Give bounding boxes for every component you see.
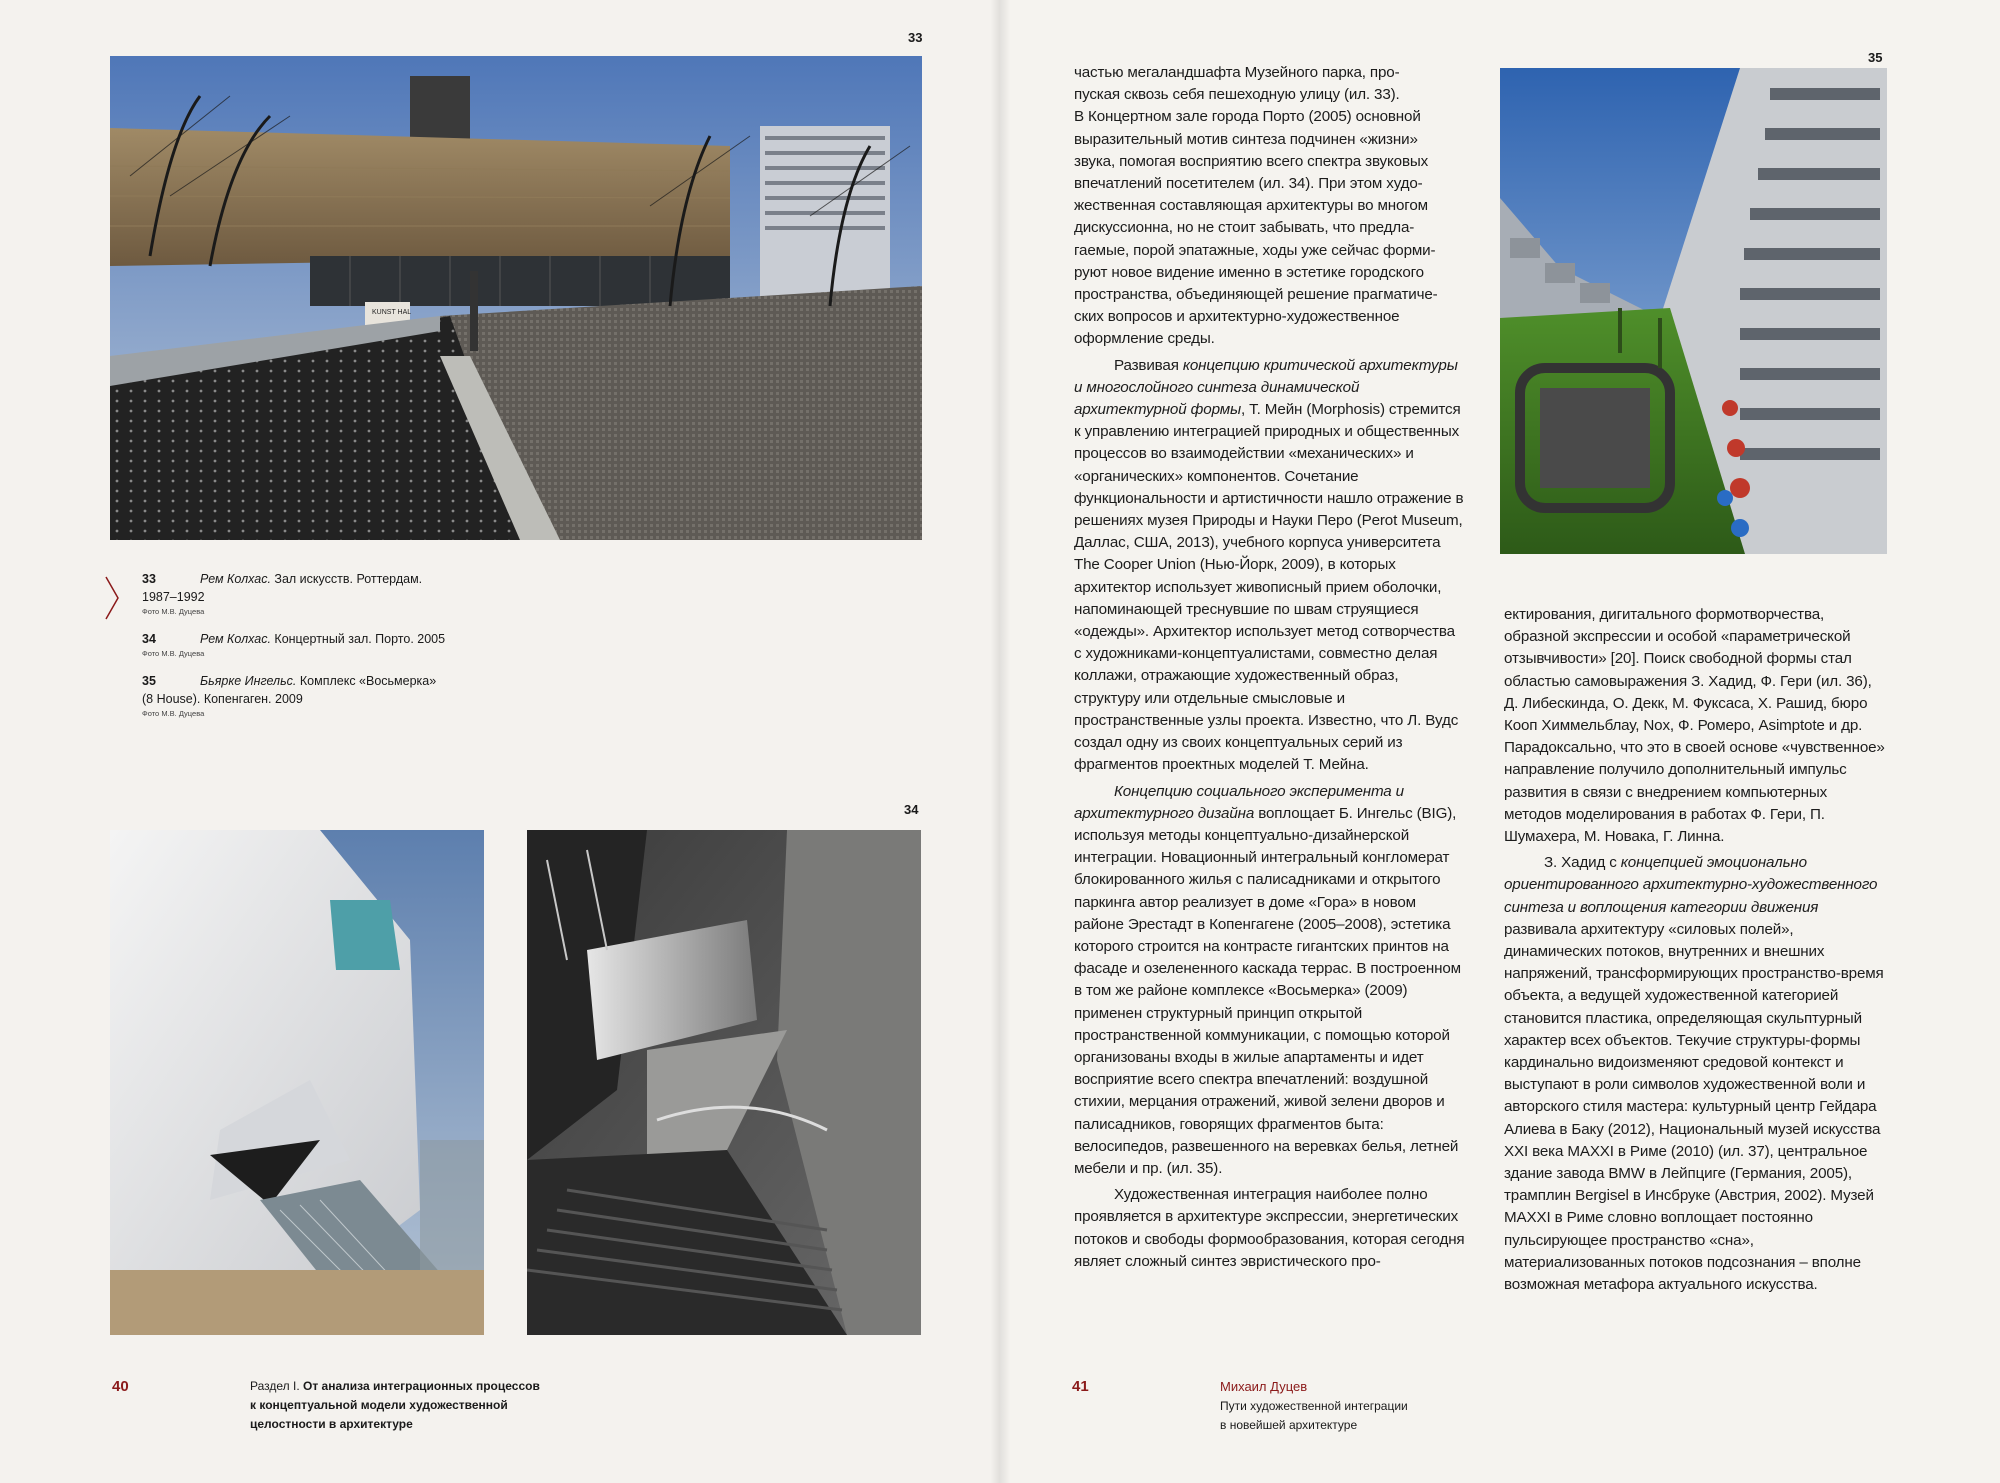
footer-section: Раздел I. [250,1379,300,1393]
caption-34 [142,630,472,660]
book-gutter [990,0,1010,1483]
caption-author: Рем Колхас. [200,572,271,586]
text-span: , Т. Мейн (Morphosis) стремится к управлению интеграцией природных и общественных процессов во взаимодействии «механических» и «органических» компонентов. Сочетание функциональности и артистичности нашло отражение в решениях музея Природы и Науки Перо (Perot Museum, Даллас, США, 2013), учебного корпуса университета The Cooper Union (Нью-Йорк, 2009), в которых архитектор использует живописный прием оболочки, напоминающей треснувшие по швам струящиеся «одежды». Архитектор использует метод сотворчества с художниками-концептуалистами, совместно делая коллажи, отражающие художественный образ, структуру или отдельные смысловые и пространственные узлы проекта. Известно, что Л. Вудс создал одну из своих концептуальных серий из фрагментов проектных моделей Т. Мейна. [1074,401,1464,774]
caption-35 [142,672,472,720]
photo-casa-da-musica-exterior [110,830,484,1335]
text-span: развивала архитектуру «силовых полей», динамических потоков, внутренних и внешних напряжений, трансформирующих пространство-время объекта, а ведущей художественной категорией становится пластика, определяющая скульптурный характер всех объектов. Текучие структуры-формы кардинально видоизменяют средовой контекст и выступают в роли символов художественной воли и авторского стиля мастера: культурный центр Гейдара Алиева в Баку (2012), Национальный музей искусства XXI века MAXXI в Риме (2010) (ил. 37), центральное здание завода BMW в Лейпциге (Германия, 2005), трамплин Bergisel в Инсбруке (Австрия, 2002). Музей MAXXI в Риме словно воплощает постоянно пульсирующее пространство «сна», материализованных потоков подсознания – вполне возможная метафора актуального искусства. [1504,920,1884,1294]
col2-para2 [1504,852,1888,1296]
col1-para3 [1074,781,1466,1181]
page-number-left: 40 [112,1378,129,1395]
running-footer-left [250,1377,540,1434]
caption-33 [142,570,472,618]
col1-para2 [1074,355,1466,777]
caption-text-line2: (8 House). Копенгаген. 2009 [142,692,303,706]
caption-credit: Фото М.В. Дуцева [142,649,205,658]
text-line: ских вопросов и архитектурно-художественное [1074,308,1400,326]
text-line: дискуссионна, но не стоит забывать, что предла- [1074,219,1415,237]
text-column-2 [1504,604,1888,1296]
photo-kunsthal-rotterdam [110,56,922,540]
caption-text: Зал искусств. Роттердам. [270,572,423,586]
chevron-right-icon [104,575,120,621]
figure-number-34: 34 [904,802,919,817]
photo-casa-da-musica-interior [527,830,921,1335]
text-span: Развивая [1114,356,1183,374]
page-number-right: 41 [1072,1378,1089,1395]
kunsthal-sign-text: KUNST HAL [372,309,412,316]
text-span: З. Хадид с [1544,854,1621,872]
caption-credit: Фото М.В. Дуцева [142,607,205,616]
text-italic: концепцией эмоционально ориентированного архитектурно-художественного синтеза и воплощения категории движения [1504,854,1878,916]
footer-title-line2: к концептуальной модели художественной [250,1398,508,1412]
text-line: пуская сквозь себя пешеходную улицу (ил. 33). [1074,86,1400,104]
footer-title-line1: Пути художественной интеграции [1220,1399,1408,1413]
text-line: выразительный мотив синтеза подчинен «жизни» [1074,130,1418,148]
caption-text-line2: 1987–1992 [142,590,205,604]
footer-title-line2: в новейшей архитектуре [1220,1418,1358,1432]
col2-para1: ектирования, дигитального формотворчества, образной экспрессии и особой «параметрической отзывчивости» [20]. Поиск свободной формы стал областью самовыражения З. Хадид, Ф. Гери (ил. 36), Д. Либескинда, О. Декк, М. Фуксаса, Х. Рашид, бюро Кооп Химмельблау, Nox, Ф. Ромеро, Asimptote и др. Парадоксально, что это в своей основе «чувственное» направление получило дополнительный импульс развития в связи с внедрением компьютерных методов моделирования в работах Ф. Гери, П. Шумахера, М. Новака, Г. Линна. [1504,606,1885,846]
caption-list [142,570,472,732]
caption-text: Комплекс «Восьмерка» [296,674,437,688]
caption-text: Концертный зал. Порто. 2005 [270,632,446,646]
photo-8-house-copenhagen [1500,68,1887,554]
text-italic: концепцию критической архитектуры и многослойного синтеза динамической архитектурной формы [1074,356,1458,419]
footer-title-line3: целостности в архитектуре [250,1417,413,1431]
figure-number-35: 35 [1868,50,1883,65]
col1-para4: Художественная интеграция наиболее полно проявляется в архитектуре экспрессии, энергетических потоков и свободы формообразования, которая сегодня являет сложный синтез эвристического про- [1074,1186,1465,1270]
text-line: гаемые, порой эпатажные, ходы уже сейчас форми- [1074,241,1436,259]
caption-number: 35 [142,674,156,688]
text-span: воплощает Б. Ингельс (BIG), используя методы концептуально-дизайнерской интеграции. Новационный интегральный конгломерат блокированного жилья с палисадниками и открытого паркинга автор реализует в доме «Гора» в новом районе Эрестадт в Копенгагене (2005–2008), эстетика которого строится на контрасте гигантских принтов на фасаде и озелененного каскада террас. В построенном в том же районе комплексе «Восьмерка» (2009) применен структурный принцип открытой пространственной коммуникации, с помощью которой организованы входы в жилые апартаменты и идет восприятие всего спектра впечатлений: воздушной стихии, мерцания отражений, живой зелени дворов и палисадников, говорящих фрагментов быта: велосипедов, развешенного на веревках белья, летней мебели и пр. (ил. 35). [1074,804,1461,1177]
text-line: жественная составляющая архитектуры во многом [1074,197,1428,215]
caption-author: Рем Колхас. [200,632,271,646]
text-line: руют новое видение именно в эстетике городского [1074,263,1424,281]
col1-para1 [1074,62,1466,351]
text-column-1 [1074,62,1466,1273]
text-line: В Концертном зале города Порто (2005) основной [1074,108,1421,126]
text-italic: Концепцию социального эксперимента и архитектурного дизайна [1074,782,1404,822]
text-line: впечатлений посетителем (ил. 34). При этом худо- [1074,175,1423,193]
caption-number: 33 [142,572,156,586]
text-line: пространства, объединяющей решение прагматиче- [1074,286,1438,304]
text-line: частью мегаландшафта Музейного парка, про- [1074,64,1400,81]
caption-author: Бьярке Ингельс. [200,674,297,688]
text-line: оформление среды. [1074,330,1215,348]
caption-credit: Фото М.В. Дуцева [142,709,205,718]
figure-number-33: 33 [908,30,923,45]
caption-number: 34 [142,632,156,646]
running-footer-right [1220,1377,1408,1435]
footer-author: Михаил Дуцев [1220,1379,1308,1394]
text-line: звука, помогая восприятию всего спектра звуковых [1074,152,1429,170]
footer-title-line1: От анализа интеграционных процессов [299,1379,540,1393]
